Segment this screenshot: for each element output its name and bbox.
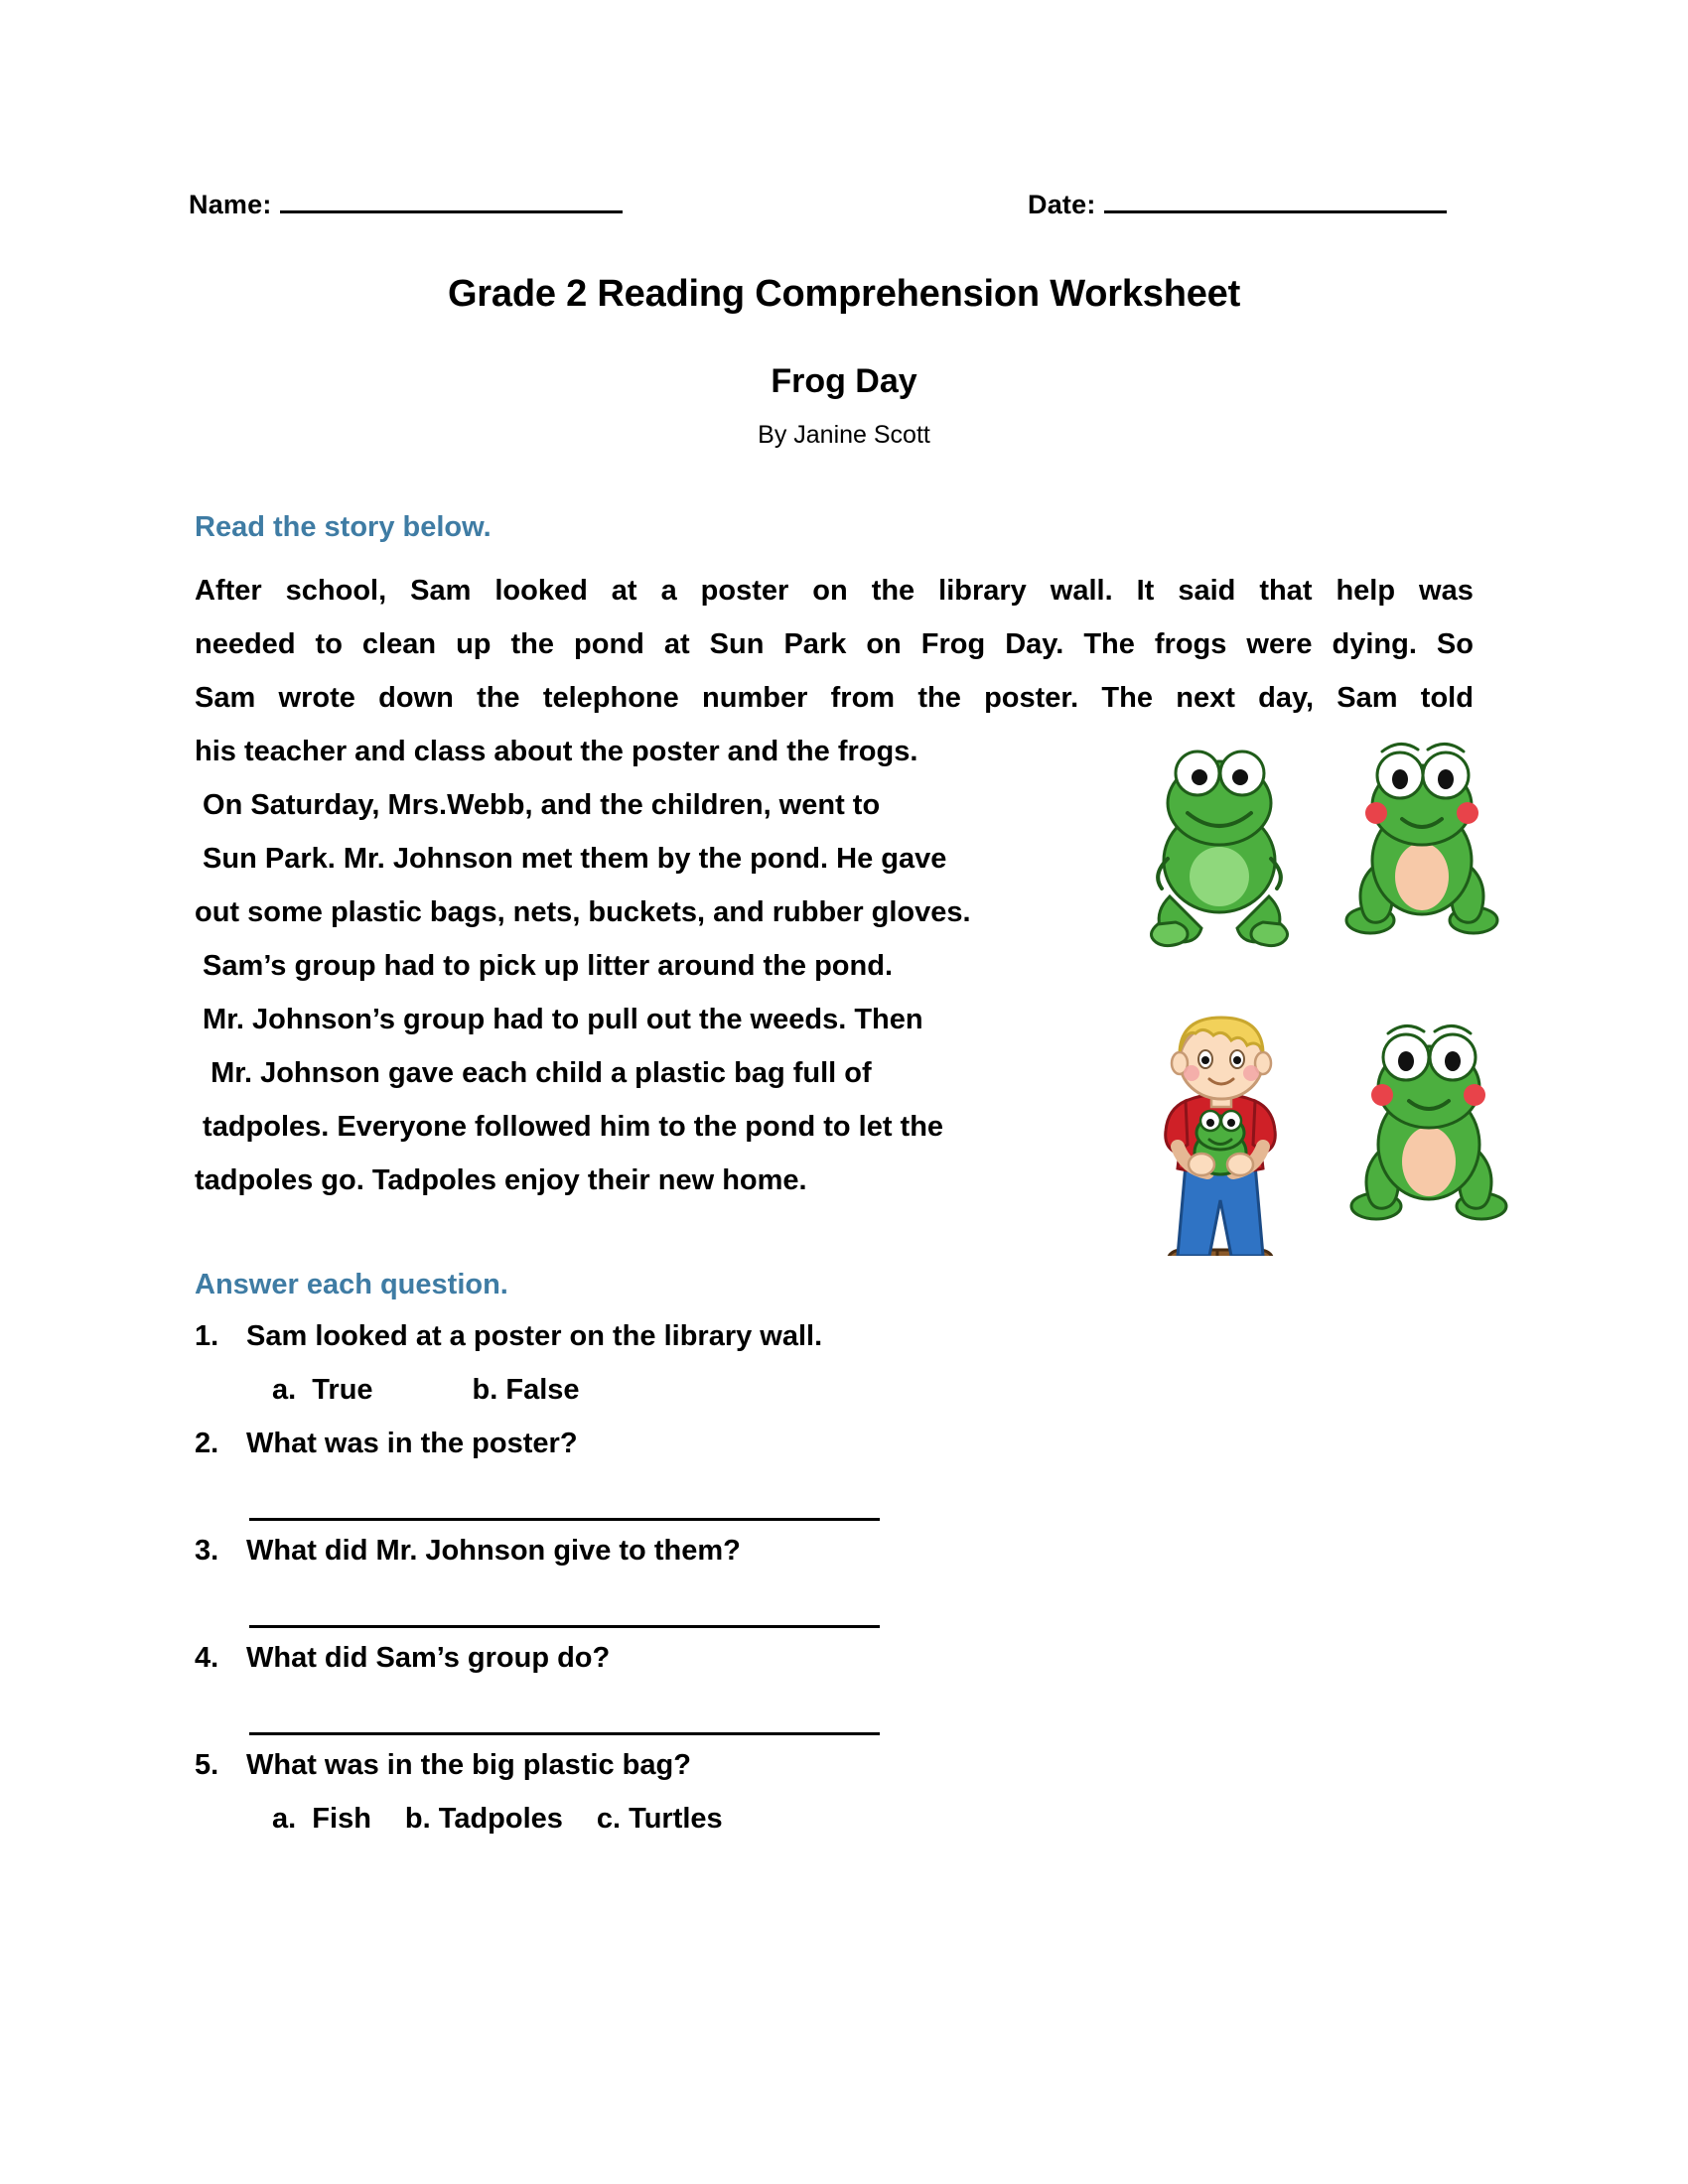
question-text: Sam looked at a poster on the library wall. — [246, 1320, 823, 1352]
story-word: Park — [783, 628, 847, 660]
name-date-row — [189, 189, 1509, 228]
story-word: Sam — [410, 575, 472, 607]
story-word: frogs — [1154, 628, 1227, 660]
story-word: Frog — [920, 628, 986, 660]
story-word: at — [611, 575, 637, 607]
question-number: 1. — [195, 1320, 219, 1352]
story-line: On Saturday, Mrs.Webb, and the children, went to — [195, 789, 881, 821]
story-word: next — [1176, 682, 1235, 714]
story-word: school, — [285, 575, 387, 607]
question-text: What did Mr. Johnson give to them? — [246, 1535, 741, 1567]
frogs-and-boy-illustration — [1142, 730, 1549, 1256]
story-word: poster — [700, 575, 789, 607]
answer-write-line[interactable] — [195, 1696, 1386, 1749]
story-word: So — [1436, 628, 1474, 660]
name-label: Name: — [189, 190, 272, 219]
story-word: wall. — [1050, 575, 1113, 607]
page-title: Grade 2 Reading Comprehension Worksheet — [447, 273, 1241, 315]
story-line — [195, 617, 1474, 671]
questions-list — [195, 1320, 1386, 1856]
story-word: down — [378, 682, 454, 714]
answer-questions-heading: Answer each question. — [195, 1269, 508, 1300]
story-line: Sun Park. Mr. Johnson met them by the pond. He gave — [195, 843, 947, 875]
name-input-line[interactable] — [280, 189, 623, 213]
question-option[interactable]: a. True — [272, 1374, 373, 1406]
story-word: poster. — [984, 682, 1079, 714]
story-word: Sun — [709, 628, 765, 660]
story-word: the — [917, 682, 961, 714]
story-word: Sam — [195, 682, 256, 714]
story-word: at — [663, 628, 690, 660]
story-word: day, — [1258, 682, 1315, 714]
story-word: looked — [494, 575, 588, 607]
story-line: Mr. Johnson gave each child a plastic bag full of — [195, 1057, 872, 1089]
story-word: was — [1419, 575, 1474, 607]
question-row — [195, 1428, 1386, 1481]
name-field-group — [189, 189, 623, 220]
question-text: What was in the big plastic bag? — [246, 1749, 691, 1781]
story-word: told — [1420, 682, 1474, 714]
question-number: 5. — [195, 1749, 219, 1781]
story-line — [195, 671, 1474, 725]
question-number: 2. — [195, 1428, 219, 1459]
frog-top-right-icon — [1346, 744, 1497, 933]
answer-write-line[interactable] — [195, 1588, 1386, 1642]
story-word: It — [1136, 575, 1155, 607]
question-row — [195, 1749, 1386, 1803]
story-word: dying. — [1332, 628, 1417, 660]
story-word: to — [315, 628, 343, 660]
story-word: After — [195, 575, 262, 607]
story-word: that — [1259, 575, 1313, 607]
question-options — [195, 1374, 1386, 1428]
story-word: from — [830, 682, 896, 714]
story-line: out some plastic bags, nets, buckets, and rubber gloves. — [195, 896, 971, 928]
read-story-heading: Read the story below. — [195, 511, 492, 543]
question-text: What was in the poster? — [246, 1428, 578, 1459]
question-option[interactable]: c. Turtles — [596, 1803, 723, 1835]
story-line: tadpoles go. Tadpoles enjoy their new home. — [195, 1164, 807, 1196]
question-text: What did Sam’s group do? — [246, 1642, 611, 1674]
question-option[interactable]: b. Tadpoles — [404, 1803, 563, 1835]
story-word: clean — [361, 628, 437, 660]
story-line: Mr. Johnson’s group had to pull out the weeds. Then — [195, 1004, 923, 1035]
story-word: Sam — [1336, 682, 1398, 714]
story-word: were — [1246, 628, 1313, 660]
story-word: The — [1101, 682, 1153, 714]
story-word: Day. — [1005, 628, 1064, 660]
story-line: tadpoles. Everyone followed him to the pond to let the — [195, 1111, 944, 1143]
question-options — [195, 1803, 1386, 1856]
story-word: number — [702, 682, 808, 714]
story-word: said — [1178, 575, 1236, 607]
story-word: help — [1336, 575, 1396, 607]
story-word: pond — [574, 628, 644, 660]
story-word: wrote — [278, 682, 355, 714]
story-word: the — [477, 682, 520, 714]
story-word: up — [456, 628, 492, 660]
frog-bottom-right-icon — [1351, 1025, 1506, 1219]
question-option[interactable]: b. False — [472, 1374, 580, 1406]
question-number: 3. — [195, 1535, 219, 1567]
question-option[interactable]: a. Fish — [272, 1803, 371, 1835]
story-word: the — [871, 575, 915, 607]
boy-holding-frog-icon — [1166, 1018, 1276, 1256]
story-word: The — [1083, 628, 1135, 660]
story-byline: By Janine Scott — [758, 421, 930, 449]
story-line: Sam’s group had to pick up litter around the pond. — [195, 950, 893, 982]
answer-write-line[interactable] — [195, 1481, 1386, 1535]
story-word: telephone — [542, 682, 679, 714]
question-row — [195, 1320, 1386, 1374]
frog-top-left-icon — [1151, 751, 1287, 946]
story-word: library — [938, 575, 1027, 607]
date-input-line[interactable] — [1104, 189, 1447, 213]
question-row — [195, 1642, 1386, 1696]
story-word: the — [510, 628, 555, 660]
date-label: Date: — [1028, 190, 1096, 219]
story-line — [195, 564, 1474, 617]
story-word: a — [660, 575, 677, 607]
story-word: on — [866, 628, 902, 660]
story-line: his teacher and class about the poster and the frogs. — [195, 736, 918, 767]
question-number: 4. — [195, 1642, 219, 1674]
date-field-group — [1028, 189, 1447, 220]
story-word: needed — [195, 628, 296, 660]
question-row — [195, 1535, 1386, 1588]
story-title: Frog Day — [771, 362, 917, 400]
story-word: on — [812, 575, 848, 607]
